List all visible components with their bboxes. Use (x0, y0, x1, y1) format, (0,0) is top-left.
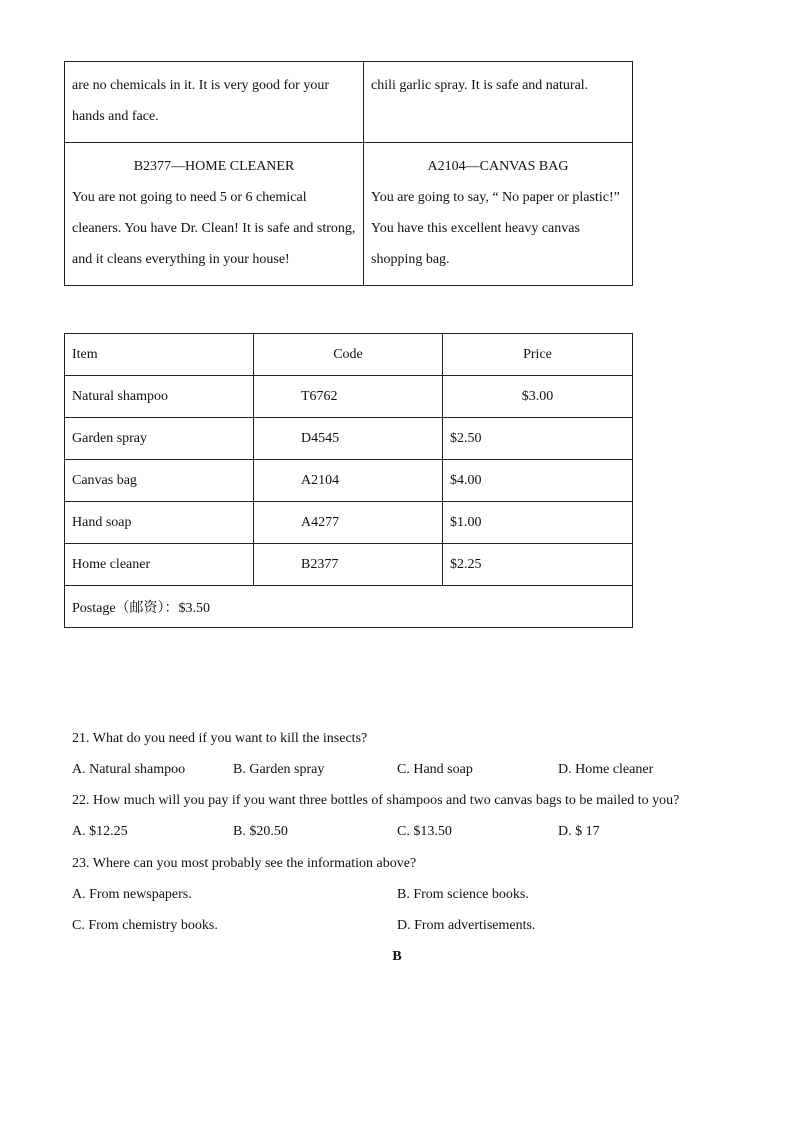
question-22-stem: 22. How much will you pay if you want three bottles of shampoos and two canvas bags to be mailed to you? (72, 793, 680, 808)
product-description: are no chemicals in it. It is very good for your hands and face. (72, 78, 329, 124)
code-cell: B2377 (254, 544, 443, 586)
question-21-stem: 21. What do you need if you want to kill the insects? (72, 731, 368, 746)
product-title: A2104—CANVAS BAG (427, 159, 569, 174)
question-22-option-c: C. $13.50 (397, 824, 452, 839)
price-table-header (65, 334, 633, 376)
table-row (65, 460, 633, 502)
question-22-option-b: B. $20.50 (233, 824, 288, 839)
header-code: Code (254, 334, 443, 376)
question-22-option-a: A. $12.25 (72, 824, 128, 839)
item-cell: Hand soap (65, 502, 254, 544)
table-row (65, 502, 633, 544)
price-cell: $4.00 (443, 460, 633, 502)
table-row (65, 376, 633, 418)
section-label: B (392, 949, 402, 964)
question-23-option-d: D. From advertisements. (397, 918, 536, 933)
item-cell: Home cleaner (65, 544, 254, 586)
question-21-option-a: A. Natural shampoo (72, 762, 186, 777)
question-23-option-a: A. From newspapers. (72, 887, 192, 902)
header-item: Item (65, 334, 254, 376)
code-cell: D4545 (254, 418, 443, 460)
postage-row (65, 586, 633, 628)
product-description: You are going to say, “ No paper or plastic!” You have this excellent heavy canvas shopping bag. (371, 190, 620, 267)
question-23-stem: 23. Where can you most probably see the information above? (72, 856, 417, 871)
product-title: B2377—HOME CLEANER (133, 159, 295, 174)
product-row (65, 62, 633, 143)
price-cell: $2.50 (443, 418, 633, 460)
product-description: chili garlic spray. It is safe and natural. (371, 78, 589, 93)
price-cell: $2.25 (443, 544, 633, 586)
product-row (65, 143, 633, 286)
question-21-option-b: B. Garden spray (233, 762, 325, 777)
question-22-option-d: D. $ 17 (558, 824, 600, 839)
question-23-option-b: B. From science books. (397, 887, 529, 902)
code-cell: A2104 (254, 460, 443, 502)
question-23-option-c: C. From chemistry books. (72, 918, 218, 933)
item-cell: Garden spray (65, 418, 254, 460)
table-row (65, 544, 633, 586)
item-cell: Canvas bag (65, 460, 254, 502)
code-cell: T6762 (254, 376, 443, 418)
table-row (65, 418, 633, 460)
product-cell-shampoo-tail (65, 62, 364, 143)
item-cell: Natural shampoo (65, 376, 254, 418)
code-cell: A4277 (254, 502, 443, 544)
question-21-option-d: D. Home cleaner (558, 762, 654, 777)
price-table (64, 333, 633, 628)
postage-cell: Postage（邮资）：$3.50 (65, 586, 633, 628)
product-cell-canvas-bag (364, 143, 633, 286)
price-cell: $1.00 (443, 502, 633, 544)
product-cell-spray-tail (364, 62, 633, 143)
price-cell: $3.00 (443, 376, 633, 418)
question-21-option-c: C. Hand soap (397, 762, 473, 777)
product-cell-home-cleaner (65, 143, 364, 286)
header-price: Price (443, 334, 633, 376)
product-description: You are not going to need 5 or 6 chemical cleaners. You have Dr. Clean! It is safe and strong, and it cleans everything in your house! (72, 190, 356, 267)
product-description-table (64, 61, 633, 286)
